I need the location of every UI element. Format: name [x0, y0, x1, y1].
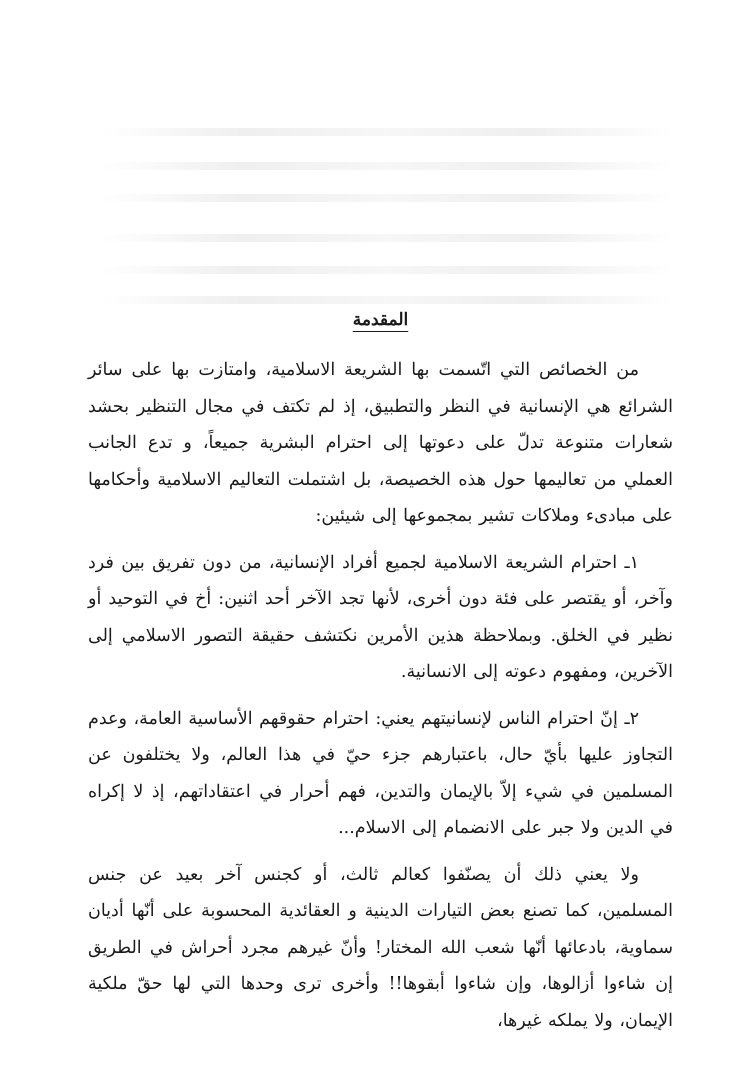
- paragraph-point-1: ١ـ احترام الشريعة الاسلامية لجميع أفراد الإنسانية، من دون تفريق بين فرد وآخر، أو يقتصر على فئة دون أخرى، لأنها تجد الآخر أحد اثنين: أخ في التوحيد أو نظير في الخلق. وبملاحظة هذين الأمرين نكتشف حقيقة التصور الاسلامي إلى الآخرين، ومفهوم دعوته إلى الانسانية.: [88, 552, 673, 682]
- bleed-through-line: [100, 162, 673, 170]
- bleed-through-line: [100, 234, 673, 242]
- paragraph-continuation: ولا يعني ذلك أن يصنّفوا كعالم ثالث، أو كجنس آخر بعيد عن جنس المسلمين، كما تصنع بعض التيارات الدينية و العقائدية المحسوبة على أنّها أديان سماوية، بادعائها أنّها شعب الله المختار! وأنّ غيرهم مجرد أحراش في الطريق إن شاءوا أزالوها، وإن شاءوا أبقوها!! وأخرى ترى وحدها التي لها حقّ ملكية الإيمان، ولا يملكه غيرها،: [88, 864, 673, 1031]
- bleed-through-line: [100, 266, 673, 274]
- bleed-through-line: [100, 194, 673, 202]
- bleed-through-line: [100, 128, 673, 136]
- bleed-through-line: [100, 296, 673, 304]
- paragraph-point-2: ٢ـ إنّ احترام الناس لإنسانيتهم يعني: احترام حقوقهم الأساسية العامة، وعدم التجاوز عليها بأيّ حال، باعتبارهم جزء حيّ في هذا العالم، ولا يختلفون عن المسلمين في شيء إلاّ بالإيمان والتدين، فهم أحرار في اعتقاداتهم، إذ لا إكراه في الدين ولا جبر على الانضمام إلى الاسلام...: [88, 708, 673, 838]
- section-heading: المقدمة: [352, 310, 409, 330]
- paragraph-intro: من الخصائص التي اتّسمت بها الشريعة الاسلامية، وامتازت بها على سائر الشرائع هي الإنسانية في النظر والتطبيق، إذ لم تكتف في مجال التنظير بحشد شعارات متنوعة تدلّ على دعوتها إلى احترام البشرية جميعاً، و تدع الجانب العملي من تعاليمها حول هذه الخصيصة، بل اشتملت التعاليم الاسلامية وأحكامها على مبادىء وملاكات تشير بمجموعها إلى شيئين:: [88, 360, 673, 526]
- document-body: [88, 310, 673, 1049]
